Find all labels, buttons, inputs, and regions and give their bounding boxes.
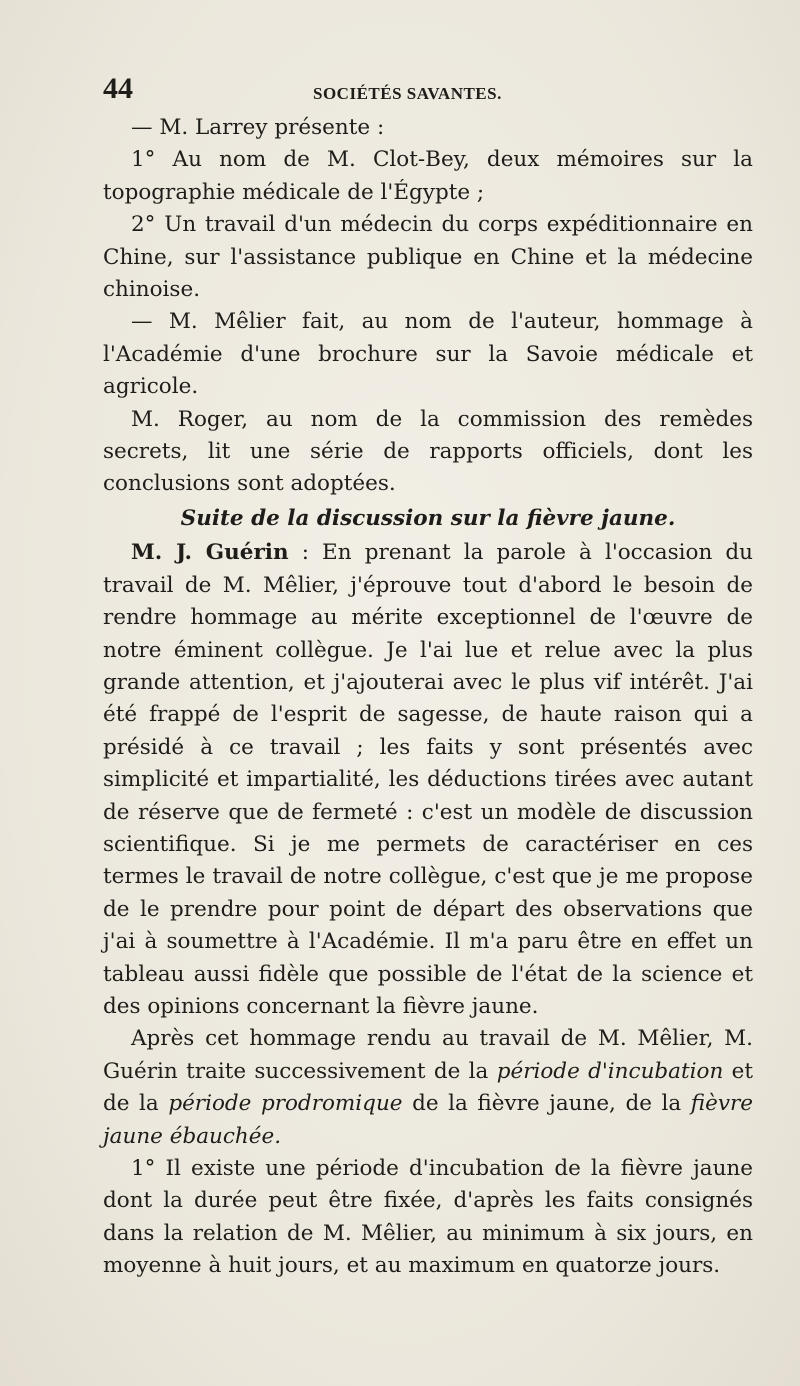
running-head: SOCIÉTÉS SAVANTES.	[313, 84, 502, 103]
paragraph-item-1	[103, 144, 753, 209]
summary-text-1: Après cet hommage rendu au travail de M. Mêlier, M. Guérin traite successivement de la	[103, 1026, 753, 1084]
page-header	[103, 72, 753, 108]
paragraph-roger: M. Roger, au nom de la commission des remèdes secrets, lit une série de rapports officiels, dont les conclusions sont adoptées.	[103, 406, 753, 497]
section-heading: Suite de la discussion sur la fièvre jaune.	[180, 505, 676, 531]
body-text	[103, 112, 753, 1283]
paragraph-summary	[103, 1023, 753, 1153]
larrey-item-2: 2° Un travail d'un médecin du corps expéditionnaire en Chine, sur l'assistance publique en Chine et la médecine chinoise.	[103, 212, 753, 303]
summary-italic-2: période prodromique	[168, 1091, 403, 1117]
summary-italic-3: fièvre jaune ébauchée.	[103, 1091, 753, 1149]
larrey-item-1: 1° Au nom de M. Clot-Bey, deux mémoires sur la topographie médicale de l'Égypte ;	[103, 147, 753, 205]
larrey-intro: — M. Larrey présente :	[131, 115, 385, 140]
paragraph-item-2	[103, 209, 753, 306]
summary-text-3: de la fièvre jaune, de la	[402, 1091, 691, 1117]
page-number: 44	[103, 72, 133, 105]
speaker-name: M. J. Guérin	[131, 540, 289, 566]
summary-text-2: et de la	[103, 1058, 754, 1117]
paragraph-guerin	[103, 537, 753, 1023]
paragraph-melier: — M. Mêlier fait, au nom de l'auteur, hommage à l'Académie d'une brochure sur la Savoie médicale et agricole.	[103, 309, 753, 400]
guerin-speech: : En prenant la parole à l'occasion du travail de M. Mêlier, j'éprouve tout d'abord le besoin de rendre hommage au mérite exceptionnel de l'œuvre de notre éminent collègue. Je l'ai lue et relue avec la plus grande attention, et j'ajouterai avec le plus vif intérêt. J'ai été frappé de l'esprit de sagesse, de haute raison qui a présidé à ce travail ; les faits y sont présentés avec simplicité et impartialité, les déductions tirées avec autant de réserve que de fermeté : c'est un modèle de discussion scientifique. Si je me permets de caractériser en ces termes le travail de notre collègue, c'est que je me propose de le prendre pour point de départ des observations que j'ai à soumettre à l'Académie. Il m'a paru être en effet un tableau aussi fidèle que possible de l'état de la science et des opinions concernant la fièvre jaune.	[103, 540, 754, 1019]
paragraph-larrey	[103, 112, 753, 144]
paragraph-incubation: 1° Il existe une période d'incubation de la fièvre jaune dont la durée peut être fixée, d'après les faits consignés dans la relation de M. Mêlier, au minimum à six jours, en moyenne à huit jours, et au maximum en quatorze jours.	[103, 1156, 753, 1279]
summary-italic-1: période d'incubation	[496, 1058, 724, 1084]
